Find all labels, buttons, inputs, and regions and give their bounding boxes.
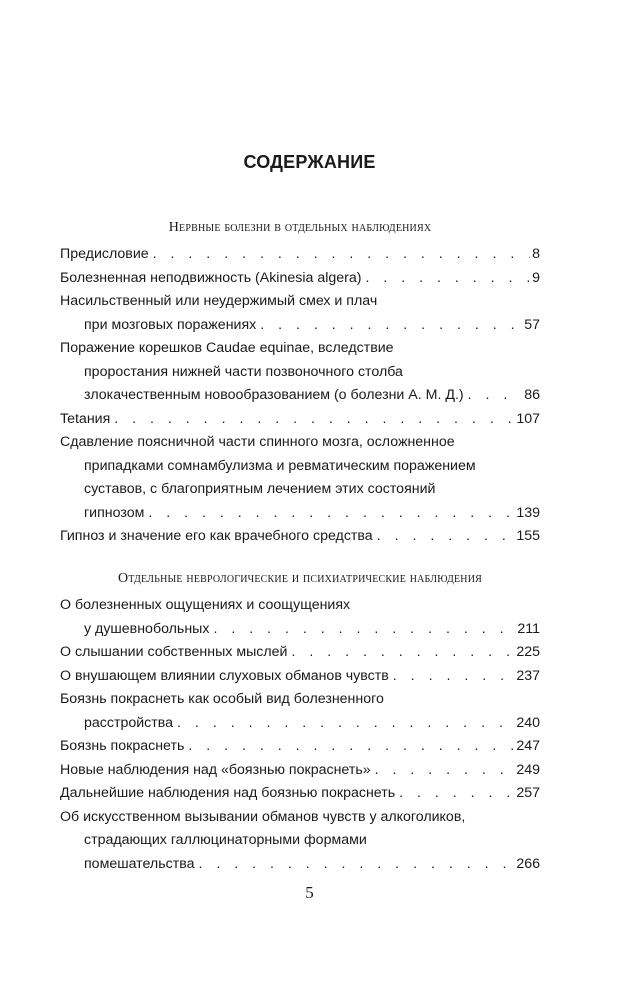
dot-leader bbox=[291, 641, 514, 665]
toc-entry-title: Дальнейшие наблюдения над боязнью покраснеть bbox=[60, 785, 396, 801]
toc-entry-page: 107 bbox=[516, 410, 540, 427]
section-heading-neuro-psych: Отдельные неврологические и психиатрические наблюдения bbox=[117, 571, 483, 586]
page-number: 5 bbox=[305, 883, 314, 902]
dot-leader bbox=[365, 267, 530, 291]
toc-entry-page: 257 bbox=[516, 785, 540, 801]
dot-leader bbox=[213, 618, 515, 642]
toc-entry-title: Болезненная неподвижность (Akinesia algera) bbox=[60, 269, 362, 286]
toc-entry[interactable] bbox=[60, 243, 540, 267]
toc-entry-page: 225 bbox=[516, 644, 540, 660]
toc-entry-page: 86 bbox=[524, 387, 540, 403]
toc-entry-title: Поражение корешков Caudae equinae, вследствие bbox=[60, 340, 394, 356]
dot-leader bbox=[153, 243, 530, 267]
toc-entry-title: у душевнобольных bbox=[84, 620, 210, 637]
toc-entry-title: Tetания bbox=[60, 410, 111, 427]
toc-entry[interactable] bbox=[60, 641, 540, 665]
toc-entry-page: 237 bbox=[516, 667, 540, 684]
toc-entry[interactable] bbox=[60, 665, 540, 689]
toc-entry[interactable] bbox=[60, 735, 540, 759]
toc-entry-page: 9 bbox=[532, 269, 540, 286]
toc-entry[interactable] bbox=[60, 431, 540, 525]
toc-entry-page: 155 bbox=[516, 528, 540, 544]
toc-entry[interactable] bbox=[60, 782, 540, 806]
section-heading-nervous-diseases: Нервные болезни в отдельных наблюдениях bbox=[168, 220, 432, 235]
toc-entry-page: 266 bbox=[516, 855, 540, 872]
dot-leader bbox=[114, 408, 514, 432]
toc-entry-title: Гипноз и значение его как врачебного средства bbox=[60, 528, 373, 544]
toc-entry-title: Предисловие bbox=[60, 246, 149, 262]
toc-entry-title: Боязнь покраснеть bbox=[60, 738, 185, 754]
toc-entry-page: 247 bbox=[516, 738, 540, 754]
toc-entry[interactable] bbox=[60, 290, 540, 337]
toc-entry-title: О слышании собственных мыслей bbox=[60, 644, 288, 660]
toc-entry-title: злокачественным новообразованием (о болезни А. М. Д.) bbox=[84, 387, 464, 403]
toc-entry-page: 57 bbox=[524, 316, 540, 333]
toc-entry[interactable] bbox=[60, 594, 540, 641]
dot-leader bbox=[148, 502, 514, 526]
toc-entry-title: при мозговых поражениях bbox=[84, 316, 257, 333]
page-title: СОДЕРЖАНИЕ bbox=[243, 152, 376, 172]
toc-entry-page: 8 bbox=[532, 246, 540, 262]
toc-entry-title: страдающих галлюцинаторными формами bbox=[84, 832, 367, 848]
toc-entry[interactable] bbox=[60, 408, 540, 432]
dot-leader bbox=[399, 782, 514, 806]
toc-entry-title: Об искусственном вызывании обманов чувств у алкоголиков, bbox=[60, 808, 466, 825]
toc-entry-title: припадками сомнамбулизма и ревматическим поражением bbox=[84, 457, 476, 474]
dot-leader bbox=[260, 314, 522, 338]
toc-entry[interactable] bbox=[60, 267, 540, 291]
toc-entry-title: Сдавление поясничной части спинного мозга, осложненное bbox=[60, 434, 455, 450]
toc-entry-page: 249 bbox=[516, 761, 540, 778]
toc-entry[interactable] bbox=[60, 525, 540, 549]
toc-entry-page: 240 bbox=[516, 714, 540, 731]
toc-entry-title: помешательства bbox=[84, 855, 195, 872]
toc-entry-title: Новые наблюдения над «боязнью покраснеть» bbox=[60, 761, 371, 778]
toc-entry-page: 211 bbox=[517, 620, 540, 637]
toc-entry[interactable] bbox=[60, 759, 540, 783]
toc-entry[interactable] bbox=[60, 337, 540, 408]
toc-section-nervous-diseases bbox=[60, 243, 540, 549]
toc-entry[interactable] bbox=[60, 806, 540, 877]
dot-leader bbox=[375, 759, 515, 783]
toc-entry-title: проростания нижней части позвоночного столба bbox=[84, 363, 403, 380]
toc-entry-title: О болезненных ощущениях и соощущениях bbox=[60, 597, 351, 613]
toc-entry-title: Насильственный или неудержимый смех и плач bbox=[60, 293, 378, 309]
toc-entry[interactable] bbox=[60, 688, 540, 735]
dot-leader bbox=[468, 384, 523, 408]
toc-entry-page: 139 bbox=[516, 504, 540, 521]
dot-leader bbox=[188, 735, 514, 759]
toc-section-neuro-psych bbox=[60, 594, 540, 876]
dot-leader bbox=[198, 853, 514, 877]
toc-entry-title: расстройства bbox=[84, 714, 174, 731]
toc-entry-title: суставов, с благоприятным лечением этих состояний bbox=[84, 481, 436, 497]
dot-leader bbox=[177, 712, 514, 736]
toc-entry-title: Боязнь покраснеть как особый вид болезненного bbox=[60, 691, 384, 707]
dot-leader bbox=[377, 525, 515, 549]
toc-entry-title: О внушающем влиянии слуховых обманов чувств bbox=[60, 667, 389, 684]
toc-entry-title: гипнозом bbox=[84, 504, 145, 521]
dot-leader bbox=[393, 665, 515, 689]
